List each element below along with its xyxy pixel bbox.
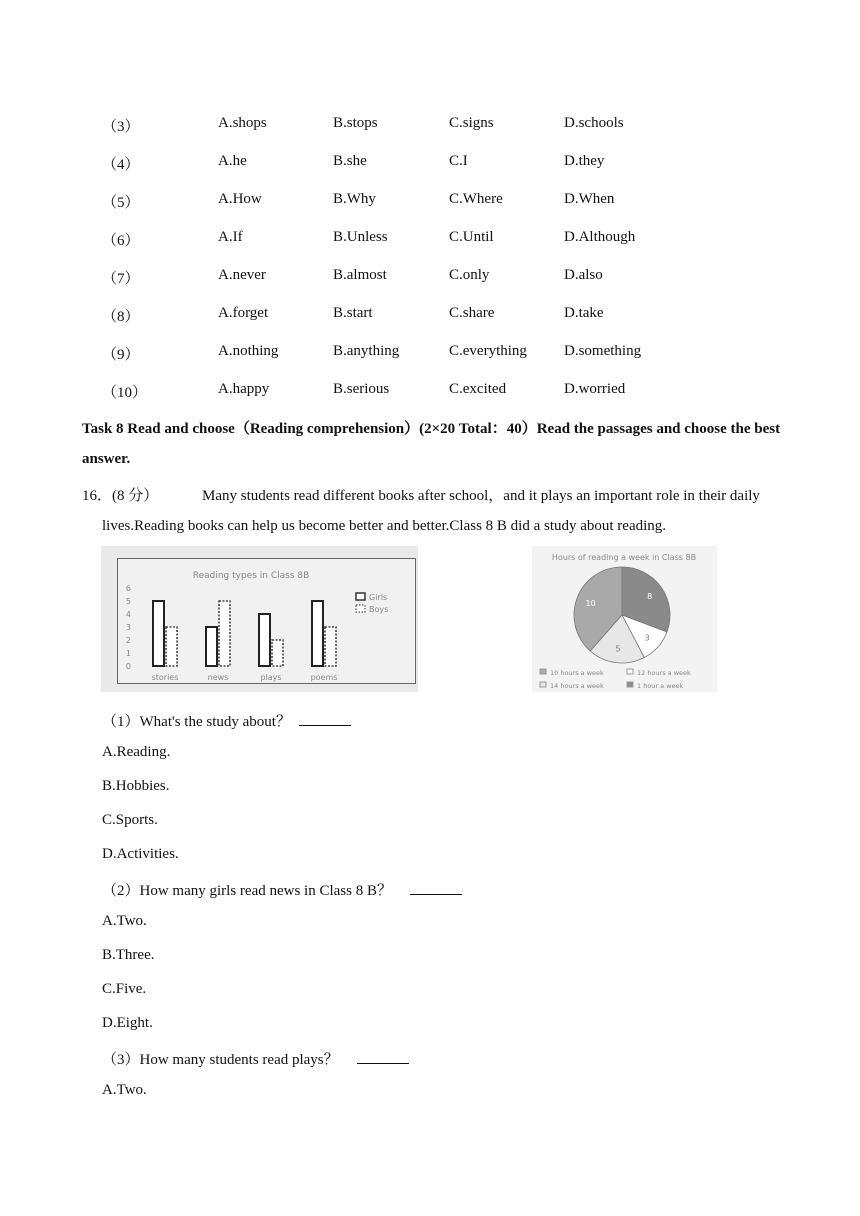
legend-label-1h: 1 hour a week xyxy=(637,682,684,690)
question-text: What's the study about？ xyxy=(139,714,291,730)
item-number: （9） xyxy=(102,347,140,363)
answer-option: C.Five. xyxy=(102,981,147,997)
option-b: B.Why xyxy=(333,191,376,207)
option-c: C.signs xyxy=(449,115,494,131)
item-number: （10） xyxy=(102,385,148,401)
option-a: A.happy xyxy=(218,381,270,397)
passage-line: lives.Reading books can help us become better and better.Class 8 B did a study about reading. xyxy=(102,518,667,534)
pie-slice-label: 3 xyxy=(644,633,650,643)
option-c: C.only xyxy=(449,267,490,283)
bar-chart xyxy=(101,546,418,692)
item-number: （8） xyxy=(102,309,140,325)
bar-chart-figure xyxy=(101,546,418,692)
item-number: （3） xyxy=(102,119,140,135)
option-b: B.stops xyxy=(333,115,378,131)
question-stem xyxy=(102,1048,409,1069)
answer-option: D.Activities. xyxy=(102,846,179,862)
bar-boys-stories xyxy=(166,627,177,666)
legend-label-14h: 14 hours a week xyxy=(550,682,604,690)
option-row xyxy=(0,267,860,287)
answer-blank[interactable] xyxy=(410,880,462,895)
option-d: D.something xyxy=(564,343,642,359)
y-tick-label: 3 xyxy=(125,623,131,632)
option-b: B.start xyxy=(333,305,373,321)
question-stem xyxy=(102,710,351,731)
bar-girls-news xyxy=(206,627,217,666)
option-b: B.Unless xyxy=(333,229,388,245)
option-a: A.never xyxy=(218,267,266,283)
x-tick-label: stories xyxy=(151,673,179,682)
option-b: B.serious xyxy=(333,381,390,397)
pie-slice-label: 8 xyxy=(647,591,653,601)
option-a: A.shops xyxy=(218,115,267,131)
legend-swatch-boys xyxy=(356,605,365,612)
task-heading-cont: answer. xyxy=(82,451,131,467)
option-d: D.worried xyxy=(564,381,626,397)
bar-chart-title: Reading types in Class 8B xyxy=(192,571,310,581)
answer-blank[interactable] xyxy=(299,711,351,726)
option-d: D.When xyxy=(564,191,615,207)
option-d: D.take xyxy=(564,305,604,321)
pie-slice-label: 5 xyxy=(615,644,621,654)
bar-girls-stories xyxy=(153,601,164,666)
option-c: C.share xyxy=(449,305,495,321)
item-number: （7） xyxy=(102,271,140,287)
answer-option: A.Reading. xyxy=(102,744,171,760)
legend-label-12h: 12 hours a week xyxy=(637,669,691,677)
x-tick-label: plays xyxy=(260,673,282,682)
y-tick-label: 0 xyxy=(125,662,131,671)
question-number: 16．(8 分） xyxy=(82,488,159,504)
option-a: A.How xyxy=(218,191,262,207)
option-a: A.he xyxy=(218,153,247,169)
question-number: （2） xyxy=(102,883,140,899)
y-tick-label: 5 xyxy=(125,597,131,606)
pie-chart-figure xyxy=(532,546,717,692)
question-stem xyxy=(102,879,462,900)
legend-label-10h: 10 hours a week xyxy=(550,669,604,677)
task-heading: Task 8 Read and choose（Reading comprehension）(2×20 Total：40）Read the passages and choose the best xyxy=(82,421,781,437)
option-c: C.excited xyxy=(449,381,507,397)
option-d: D.also xyxy=(564,267,603,283)
option-c: C.Until xyxy=(449,229,494,245)
passage-line: Many students read different books after school，and it plays an important role in their daily xyxy=(202,488,760,504)
option-row xyxy=(0,381,860,401)
bar-boys-news xyxy=(219,601,230,666)
option-row xyxy=(0,115,860,135)
option-a: A.forget xyxy=(218,305,269,321)
answer-blank[interactable] xyxy=(357,1049,409,1064)
option-c: C.I xyxy=(449,153,468,169)
option-row xyxy=(0,191,860,211)
option-b: B.almost xyxy=(333,267,387,283)
legend-label-girls: Girls xyxy=(369,593,388,602)
question-text: How many girls read news in Class 8 B？ xyxy=(139,883,392,899)
option-row xyxy=(0,305,860,325)
x-tick-label: poems xyxy=(310,673,338,682)
option-a: A.If xyxy=(218,229,243,245)
bar-boys-poems xyxy=(325,627,336,666)
y-tick-label: 6 xyxy=(125,584,131,593)
legend-swatch-14h xyxy=(540,682,546,687)
bar-girls-poems xyxy=(312,601,323,666)
option-b: B.anything xyxy=(333,343,400,359)
answer-option: B.Hobbies. xyxy=(102,778,170,794)
question-number: （1） xyxy=(102,714,140,730)
answer-option: B.Three. xyxy=(102,947,155,963)
x-tick-label: news xyxy=(207,673,229,682)
answer-option: D.Eight. xyxy=(102,1015,153,1031)
bar-girls-plays xyxy=(259,614,270,666)
option-d: D.schools xyxy=(564,115,624,131)
option-b: B.she xyxy=(333,153,367,169)
y-tick-label: 1 xyxy=(125,649,131,658)
question-number: （3） xyxy=(102,1052,140,1068)
option-row xyxy=(0,153,860,173)
option-row xyxy=(0,343,860,363)
option-d: D.Although xyxy=(564,229,636,245)
item-number: （6） xyxy=(102,233,140,249)
bar-boys-plays xyxy=(272,640,283,666)
legend-swatch-1h xyxy=(627,682,633,687)
answer-option: A.Two. xyxy=(102,913,147,929)
option-c: C.everything xyxy=(449,343,527,359)
item-number: （4） xyxy=(102,157,140,173)
legend-swatch-10h xyxy=(540,669,546,674)
pie-chart-title: Hours of reading a week in Class 8B xyxy=(551,553,697,562)
y-tick-label: 4 xyxy=(125,610,131,619)
option-c: C.Where xyxy=(449,191,503,207)
item-number: （5） xyxy=(102,195,140,211)
option-d: D.they xyxy=(564,153,605,169)
question-text: How many students read plays？ xyxy=(139,1052,339,1068)
pie-chart xyxy=(532,546,717,692)
option-row xyxy=(0,229,860,249)
pie-slice-label: 10 xyxy=(585,599,596,609)
y-tick-label: 2 xyxy=(125,636,131,645)
legend-swatch-12h xyxy=(627,669,633,674)
legend-swatch-girls xyxy=(356,593,365,600)
legend-label-boys: Boys xyxy=(369,605,389,614)
answer-option: A.Two. xyxy=(102,1082,147,1098)
option-a: A.nothing xyxy=(218,343,279,359)
answer-option: C.Sports. xyxy=(102,812,158,828)
